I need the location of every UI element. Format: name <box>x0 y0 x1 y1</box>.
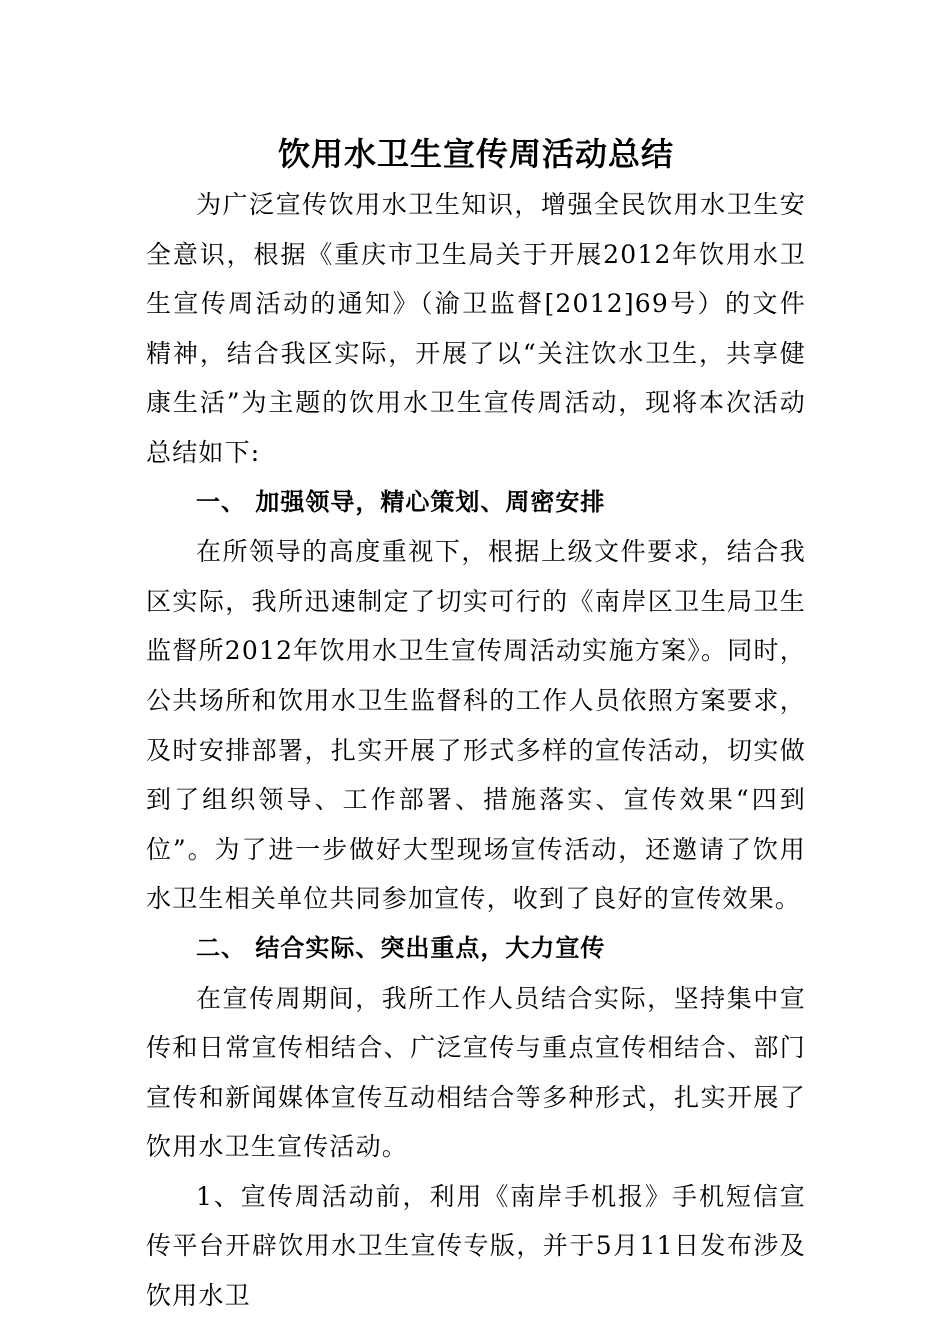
section-1-paragraph: 在所领导的高度重视下，根据上级文件要求，结合我区实际，我所迅速制定了切实可行的《南岸区卫生局卫生监督所2012年饮用水卫生宣传周活动实施方案》。同时，公共场所和饮用水卫生监督科的工作人员依照方案要求，及时安排部署，扎实开展了形式多样的宣传活动，切实做到了组织领导、工作部署、措施落实、宣传效果“四到位”。为了进一步做好大型现场宣传活动，还邀请了饮用水卫生相关单位共同参加宣传，收到了良好的宣传效果。 <box>146 537 806 914</box>
section-2-paragraph: 在宣传周期间，我所工作人员结合实际，坚持集中宣传和日常宣传相结合、广泛宣传与重点宣传相结合、部门宣传和新闻媒体宣传互动相结合等多种形式，扎实开展了饮用水卫生宣传活动。 <box>146 983 806 1162</box>
section-2-heading: 二、 结合实际、突出重点，大力宣传 <box>196 933 606 962</box>
intro-paragraph: 为广泛宣传饮用水卫生知识，增强全民饮用水卫生安全意识，根据《重庆市卫生局关于开展2012年饮用水卫生宣传周活动的通知》（渝卫监督[2012]69号）的文件精神，结合我区实际，开展了以“关注饮水卫生，共享健康生活”为主题的饮用水卫生宣传周活动，现将本次活动总结如下: <box>146 190 806 467</box>
document-body <box>146 128 806 1321</box>
document-title: 饮用水卫生宣传周活动总结 <box>277 135 674 173</box>
section-2-item-1: 1、宣传周活动前，利用《南岸手机报》手机短信宣传平台开辟饮用水卫生宣传专版，并于5月11日发布涉及饮用水卫 <box>146 1181 806 1311</box>
section-1-heading: 一、 加强领导，精心策划、周密安排 <box>196 487 606 516</box>
